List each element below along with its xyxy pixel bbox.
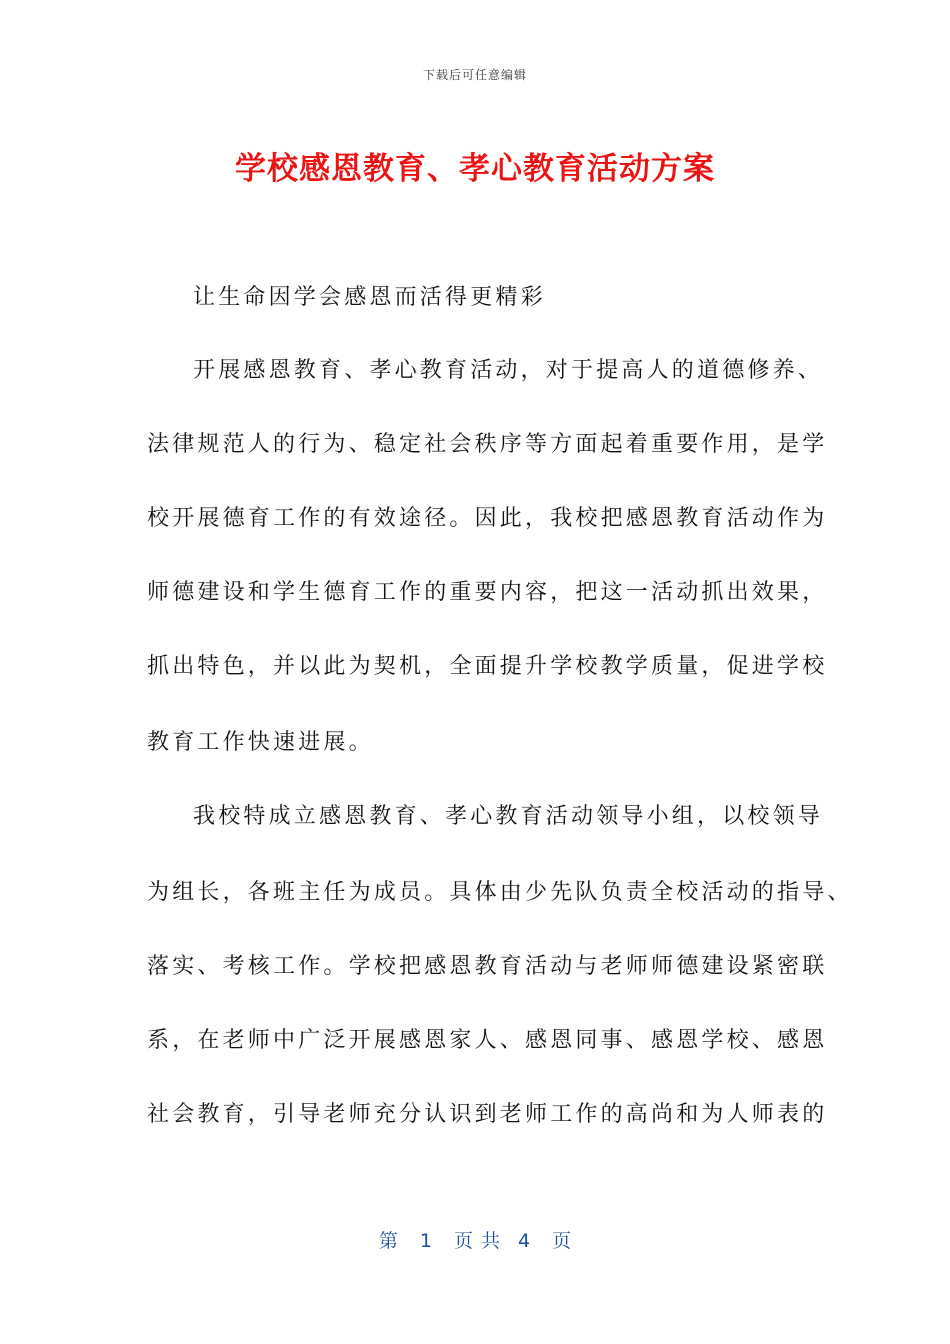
paragraph-line: 法律规范人的行为、稳定社会秩序等方面起着重要作用，是学 [147, 432, 828, 457]
footer-suffix: 页 [552, 1230, 572, 1252]
subtitle-line: 让生命因学会感恩而活得更精彩 [193, 285, 546, 310]
paragraph-line: 校开展德育工作的有效途径。因此，我校把感恩教育活动作为 [147, 506, 828, 531]
paragraph-line: 师德建设和学生德育工作的重要内容，把这一活动抓出效果， [147, 580, 828, 605]
footer-total-pages: 4 [518, 1230, 531, 1252]
paragraph-line: 我校特成立感恩教育、孝心教育活动领导小组，以校领导 [193, 804, 824, 829]
paragraph-line: 为组长，各班主任为成员。具体由少先队负责全校活动的指导、 [147, 880, 853, 905]
paragraph-line: 开展感恩教育、孝心教育活动，对于提高人的道德修养、 [193, 358, 824, 383]
footer-current-page: 1 [419, 1230, 432, 1252]
paragraph-line: 系，在老师中广泛开展感恩家人、感恩同事、感恩学校、感恩 [147, 1028, 828, 1053]
footer-mid: 页共 [453, 1230, 508, 1252]
page-footer [0, 1226, 950, 1253]
paragraph-line: 抓出特色，并以此为契机，全面提升学校教学质量，促进学校 [147, 654, 828, 679]
paragraph-line: 教育工作快速进展。 [147, 730, 374, 755]
footer-prefix: 第 [378, 1230, 398, 1252]
paragraph-line: 社会教育，引导老师充分认识到老师工作的高尚和为人师表的 [147, 1102, 828, 1127]
paragraph-line: 落实、考核工作。学校把感恩教育活动与老师师德建设紧密联 [147, 954, 828, 979]
document-title: 学校感恩教育、孝心教育活动方案 [235, 151, 715, 187]
header-note: 下载后可任意编辑 [422, 68, 527, 82]
